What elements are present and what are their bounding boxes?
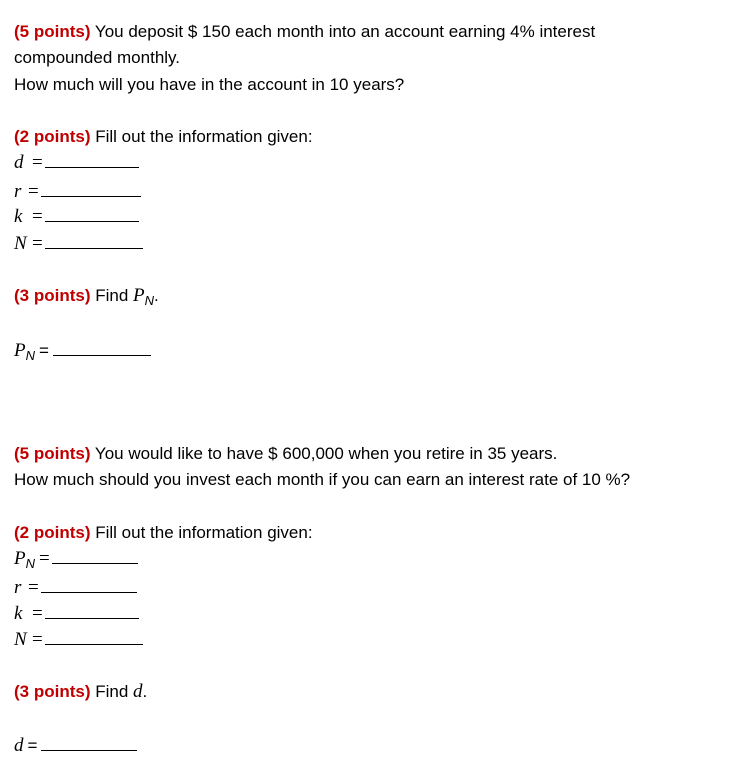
problem1-find-points: (3 points) [14,286,91,305]
problem2-given-points: (2 points) [14,523,91,542]
answer-var-P: P [14,340,26,361]
problem2-points: (5 points) [14,444,91,463]
var-r-label: r [14,577,22,598]
equals-sign: = [32,206,43,227]
equals-sign: = [39,548,50,569]
answer-blank-N[interactable] [45,233,143,249]
problem2-find-text: Find [90,682,134,701]
find-period: . [142,682,148,701]
problem1-field-d [14,152,139,174]
problem1-given-points: (2 points) [14,127,91,146]
problem2-find-header [14,681,147,703]
answer-equals: = [27,736,38,755]
problem1-answer [14,340,151,362]
problem2-field-r [14,577,137,599]
var-P-sub: N [25,556,35,571]
answer-blank-d[interactable] [45,152,139,168]
answer-blank-PN[interactable] [53,340,151,356]
problem2-answer [14,735,137,757]
answer-var-sub: N [25,348,35,363]
equals-sign: = [32,152,43,173]
problem1-question: How much will you have in the account in 10 years? [14,75,405,94]
problem1-field-N [14,233,143,255]
var-k-label: k [14,603,23,624]
find-var-P: P [133,285,145,306]
problem1-given-header [14,127,313,147]
var-N-label: N [14,233,27,254]
problem2-question: How much should you invest each month if you can earn an interest rate of 10 %? [14,470,631,489]
var-r-label: r [14,181,22,202]
var-d-label: d [14,152,24,173]
problem2-field-N [14,629,143,651]
problem1-statement-line1 [14,22,595,42]
problem2-statement-line1 [14,444,557,464]
problem1-find-text: Find [90,286,134,305]
answer-blank-k[interactable] [45,206,139,222]
problem1-field-r [14,181,141,203]
problem1-field-k [14,206,139,228]
problem1-text-line1: You deposit $ 150 each month into an account earning 4% interest [90,22,596,41]
answer-blank-r[interactable] [41,577,137,593]
problem2-field-k [14,603,139,625]
answer-blank-r[interactable] [41,181,141,197]
find-period: . [154,286,159,305]
answer-blank-N[interactable] [45,629,143,645]
equals-sign: = [32,233,43,254]
problem2-given-text: Fill out the information given: [90,523,313,542]
equals-sign: = [32,603,43,624]
find-var-d: d [133,681,143,702]
equals-sign: = [32,629,43,650]
problem2-text-line1: You would like to have $ 600,000 when you retire in 35 years. [90,444,558,463]
answer-blank-k[interactable] [45,603,139,619]
answer-equals: = [39,341,49,360]
var-N-label: N [14,629,27,650]
equals-sign: = [28,181,39,202]
problem1-points: (5 points) [14,22,91,41]
problem1-given-text: Fill out the information given: [90,127,313,146]
find-var-sub: N [144,293,155,308]
var-k-label: k [14,206,23,227]
equals-sign: = [28,577,39,598]
problem2-field-PN [14,548,138,570]
problem2-given-header [14,523,313,543]
answer-blank-PN-given[interactable] [52,548,138,564]
problem2-find-points: (3 points) [14,682,91,701]
problem1-statement-line2: compounded monthly. [14,48,181,67]
var-P-label: P [14,548,26,569]
answer-blank-d[interactable] [41,735,137,751]
answer-var-d: d [14,735,24,756]
problem1-find-header [14,285,159,307]
